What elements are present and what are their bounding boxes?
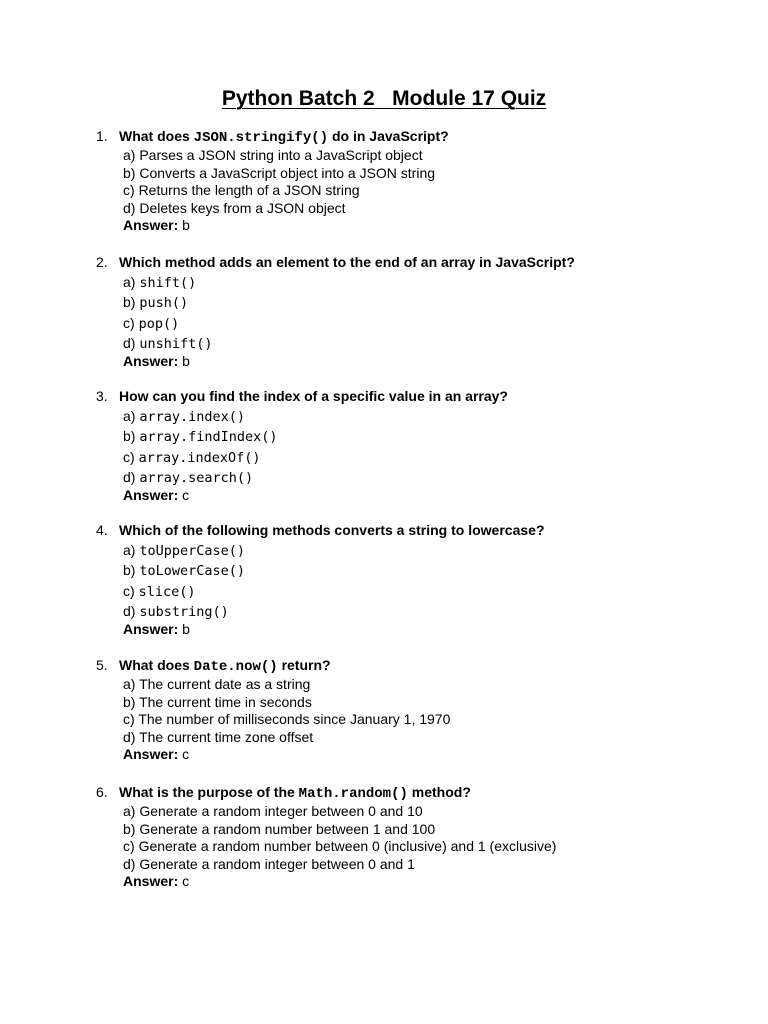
option-letter: a) <box>123 542 140 558</box>
option-letter: b) <box>123 562 140 579</box>
option-text: Generate a random integer between 0 and 10 <box>139 803 423 819</box>
answer-value: c <box>182 872 190 889</box>
option-text: Converts a JavaScript object into a JSON string <box>139 164 436 181</box>
answer-label: Answer: <box>123 216 179 233</box>
option-text: array.findIndex() <box>139 429 278 446</box>
option-letter: a) <box>123 274 140 290</box>
question-text-part: What is the purpose of the <box>119 784 299 800</box>
answer-option <box>123 582 195 601</box>
answer-value: c <box>182 487 190 504</box>
answer-value: b <box>182 216 190 233</box>
option-text: array.search() <box>139 469 254 486</box>
option-text: slice() <box>138 583 196 600</box>
option-text: shift() <box>139 275 197 291</box>
option-letter: c) <box>123 582 139 599</box>
question-text <box>119 656 331 676</box>
question-text <box>119 253 575 271</box>
option-text: The current time zone offset <box>139 729 314 746</box>
quiz-title <box>0 86 768 112</box>
option-letter: d) <box>123 729 140 746</box>
option-letter: d) <box>123 468 140 485</box>
answer-label: Answer: <box>123 745 179 762</box>
answer-label: Answer: <box>123 621 179 638</box>
question-text-part: How can you find the index of a specific value in an array? <box>119 388 508 404</box>
question-text-part: return? <box>277 657 331 673</box>
option-text: toLowerCase() <box>139 563 246 580</box>
answer-label: Answer: <box>123 872 179 889</box>
option-text: array.index() <box>139 409 246 425</box>
answer-line <box>123 872 189 890</box>
question-text-part: method? <box>407 784 471 800</box>
option-letter: c) <box>123 838 139 855</box>
option-letter: a) <box>123 803 140 819</box>
answer-option <box>123 273 196 292</box>
answer-option <box>123 602 229 621</box>
answer-value: b <box>182 353 190 370</box>
question-text <box>119 783 471 803</box>
answer-line <box>123 620 190 638</box>
answer-option <box>123 448 260 467</box>
question-code: Date.now() <box>193 659 278 675</box>
option-text: pop() <box>138 315 180 332</box>
option-letter: c) <box>123 182 139 199</box>
answer-option <box>123 164 435 182</box>
option-letter: d) <box>123 602 140 619</box>
question-number: 4. <box>96 522 108 538</box>
answer-option <box>123 837 556 855</box>
question-text-part: What does <box>119 657 194 673</box>
answer-option <box>123 427 278 446</box>
question-text-part: What does <box>119 128 194 144</box>
answer-option <box>123 146 423 164</box>
question-text <box>119 521 545 539</box>
option-letter: b) <box>123 164 140 181</box>
question-code: JSON.stringify() <box>193 130 329 146</box>
answer-option <box>123 561 245 580</box>
answer-option <box>123 802 423 820</box>
answer-option <box>123 675 310 693</box>
answer-option <box>123 181 360 199</box>
question-number: 3. <box>96 388 108 404</box>
option-letter: c) <box>123 448 139 465</box>
option-text: toUpperCase() <box>139 543 246 559</box>
option-letter: b) <box>123 428 140 445</box>
answer-line <box>123 216 190 234</box>
answer-option <box>123 407 245 426</box>
option-text: Generate a random integer between 0 and 1 <box>139 856 415 873</box>
answer-option <box>123 468 253 487</box>
option-text: The current date as a string <box>139 676 311 692</box>
answer-option <box>123 728 313 746</box>
option-text: Deletes keys from a JSON object <box>139 200 346 217</box>
option-text: The current time in seconds <box>139 693 312 710</box>
option-text: array.indexOf() <box>138 449 261 466</box>
question-number: 5. <box>96 657 108 673</box>
answer-option <box>123 820 435 838</box>
answer-line <box>123 352 190 370</box>
question-number: 6. <box>96 784 108 800</box>
answer-value: c <box>182 745 190 762</box>
answer-option <box>123 693 312 711</box>
option-letter: d) <box>123 200 140 217</box>
answer-line <box>123 745 189 763</box>
option-text: unshift() <box>139 335 213 352</box>
answer-value: b <box>182 621 190 638</box>
question-text <box>119 387 508 405</box>
answer-option <box>123 541 245 560</box>
answer-label: Answer: <box>123 487 179 504</box>
answer-option <box>123 199 346 217</box>
question-text <box>119 127 449 147</box>
option-letter: c) <box>123 314 139 331</box>
option-text: Parses a JSON string into a JavaScript object <box>139 147 423 163</box>
option-text: substring() <box>139 603 229 620</box>
answer-label: Answer: <box>123 353 179 370</box>
option-letter: b) <box>123 820 140 837</box>
option-text: Generate a random number between 1 and 100 <box>139 820 436 837</box>
option-letter: c) <box>123 711 139 728</box>
option-text: push() <box>139 295 189 312</box>
option-letter: a) <box>123 408 140 424</box>
answer-option <box>123 314 179 333</box>
option-letter: a) <box>123 676 140 692</box>
option-text: The number of milliseconds since January 1, 1970 <box>138 711 451 728</box>
option-letter: d) <box>123 334 140 351</box>
option-letter: a) <box>123 147 140 163</box>
option-text: Generate a random number between 0 (inclusive) and 1 (exclusive) <box>138 838 557 855</box>
question-number: 2. <box>96 254 108 270</box>
question-text-part: do in JavaScript? <box>328 128 449 144</box>
answer-option <box>123 293 188 312</box>
option-letter: b) <box>123 294 140 311</box>
question-text-part: Which of the following methods converts a string to lowercase? <box>119 522 545 538</box>
answer-option <box>123 710 450 728</box>
question-number: 1. <box>96 128 108 144</box>
option-text: Returns the length of a JSON string <box>138 182 360 199</box>
question-text-part: Which method adds an element to the end of an array in JavaScript? <box>119 254 575 270</box>
option-letter: b) <box>123 693 140 710</box>
answer-option <box>123 334 213 353</box>
answer-option <box>123 855 415 873</box>
quiz-title-text: Python Batch 2 Module 17 Quiz <box>221 87 547 110</box>
answer-line <box>123 486 189 504</box>
question-code: Math.random() <box>298 786 408 802</box>
option-letter: d) <box>123 856 140 873</box>
